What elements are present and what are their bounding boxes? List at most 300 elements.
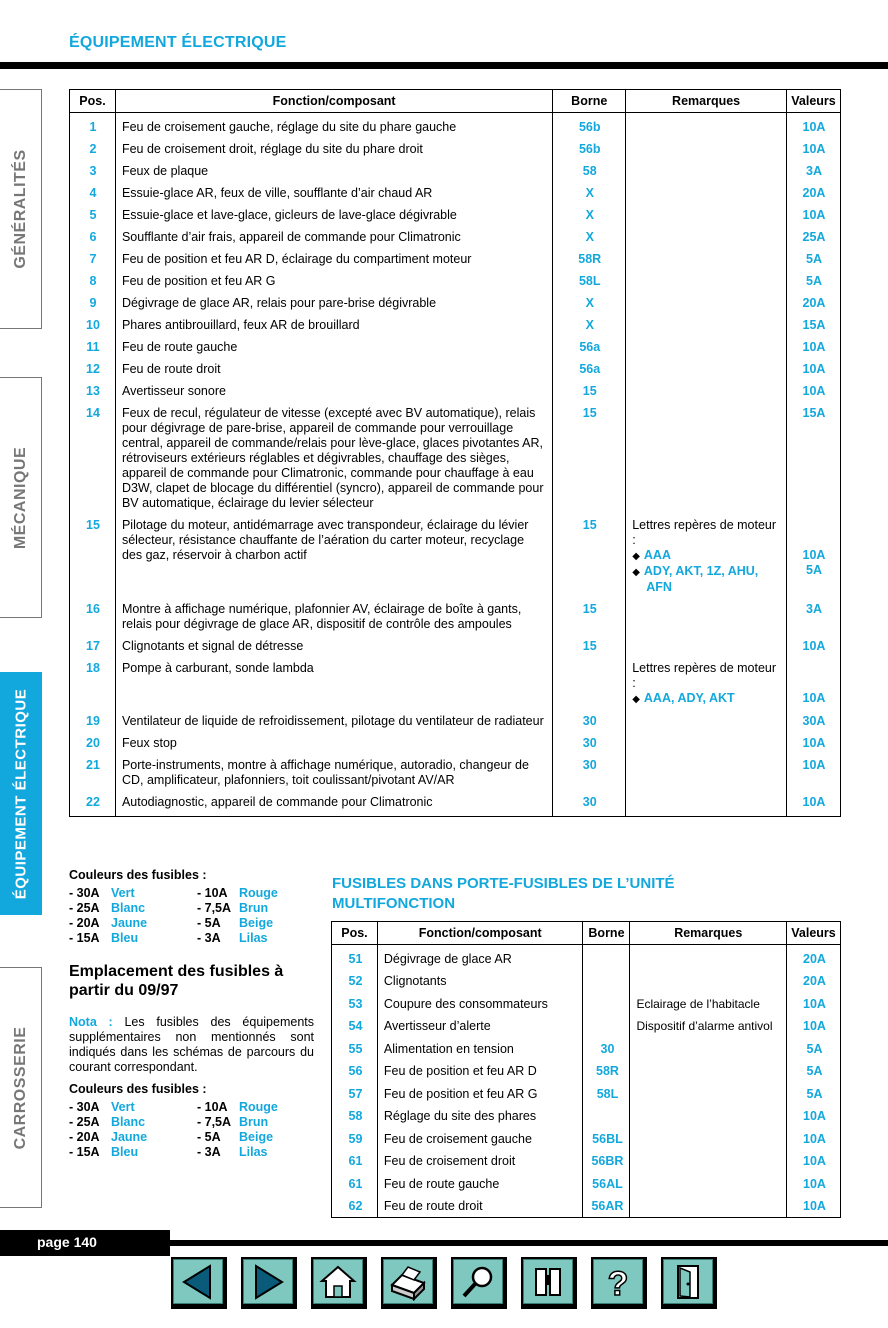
cell-pos: 21 [70, 754, 116, 791]
cell-borne: 15 [553, 514, 626, 598]
cell-fonction: Phares antibrouillard, feux AR de brouillard [115, 314, 552, 336]
cell-valeur: 15A [787, 402, 841, 514]
table-row [70, 710, 841, 732]
table-row [70, 380, 841, 402]
next-page-button[interactable] [241, 1257, 297, 1309]
cell-fonction: Feu de position et feu AR G [115, 270, 552, 292]
cell-fonction: Feu de route gauche [377, 1173, 583, 1196]
side-tab-label: GÉNÉRALITÉS [11, 149, 29, 269]
cell-remarques [626, 791, 787, 817]
cell-borne: X [553, 226, 626, 248]
cell-remarques [626, 402, 787, 514]
cell-valeur: 20A [787, 182, 841, 204]
cell-fonction: Alimentation en tension [377, 1038, 583, 1061]
previous-page-button[interactable] [171, 1257, 227, 1309]
help-button[interactable] [591, 1257, 647, 1309]
cell-pos: 58 [332, 1105, 378, 1128]
print-button[interactable] [381, 1257, 437, 1309]
cell-pos: 61 [332, 1173, 378, 1196]
cell-remarques [626, 270, 787, 292]
cell-valeur: 15A [787, 314, 841, 336]
value-line: 5A [806, 563, 822, 577]
table-row [332, 1173, 841, 1196]
cell-valeur: 30A [787, 710, 841, 732]
value-stack [793, 518, 835, 578]
fuse-colors-heading: Couleurs des fusibles : [69, 868, 207, 882]
header-valeurs: Valeurs [787, 922, 841, 945]
cell-valeur: 10A [787, 635, 841, 657]
side-tab-mecanique[interactable] [0, 377, 42, 618]
fuse-color: Vert [111, 886, 135, 900]
table-row [70, 754, 841, 791]
fuse-color: Blanc [111, 901, 146, 915]
cell-valeur: 10A [787, 1105, 841, 1128]
table-row [332, 1015, 841, 1038]
cell-valeur: 10A [787, 1150, 841, 1173]
cell-pos: 9 [70, 292, 116, 314]
value-stack [793, 661, 835, 706]
cell-pos: 6 [70, 226, 116, 248]
cell-remarques [630, 1105, 787, 1128]
cell-borne: 30 [583, 1038, 630, 1061]
fuse-colors-grid [69, 1100, 299, 1160]
remark-intro: Lettres repères de moteur : [632, 661, 777, 690]
cell-fonction: Essuie-glace AR, feux de ville, soufflante d’air chaud AR [115, 182, 552, 204]
cell-borne: 56BL [583, 1128, 630, 1151]
cell-borne: 15 [553, 380, 626, 402]
cell-remarques [626, 226, 787, 248]
fuse-amp: - 25A [69, 901, 100, 915]
cell-valeur: 10A [787, 754, 841, 791]
cell-remarques [630, 945, 787, 971]
table-row [70, 336, 841, 358]
fuse-color: Rouge [239, 1100, 278, 1114]
cell-remarques [630, 1128, 787, 1151]
cell-fonction: Feux de recul, régulateur de vitesse (excepté avec BV automatique), relais pour dégivrage de pare-brise, appareil de commande pour verrouillage central, appareil de commande/relais pour lève-glace, glaces pivotantes AR, rétroviseurs extérieurs réglables et dégivrables, chauffage des sièges, appareil de commande pour Climatronic, commande pour chauffage à eau D3W, clapet de blocage du différentiel (syncro), appareil de commande pour BV automatique, éclairage du levier sélecteur [115, 402, 552, 514]
printer-icon [388, 1263, 428, 1301]
table-row [70, 160, 841, 182]
side-tab-carrosserie[interactable] [0, 967, 42, 1208]
header-borne: Borne [553, 90, 626, 113]
cell-valeur: 5A [787, 1083, 841, 1106]
cell-pos: 61 [332, 1150, 378, 1173]
home-button[interactable] [311, 1257, 367, 1309]
cell-pos: 62 [332, 1195, 378, 1218]
cell-remarques [626, 182, 787, 204]
exit-door-icon [668, 1263, 708, 1301]
cell-borne: 58 [553, 160, 626, 182]
cell-pos: 17 [70, 635, 116, 657]
cell-valeur: 10A [787, 1128, 841, 1151]
cell-valeur: 10A [787, 138, 841, 160]
table-row [332, 970, 841, 993]
nota-paragraph [69, 1015, 314, 1075]
nota-text: Les fusibles des équipements supplémentaires non mentionnés sont indiqués dans les schémas de parcours du courant correspondant. [69, 1015, 314, 1074]
binoculars-icon [528, 1263, 568, 1301]
fuse-amp: - 7,5A [197, 901, 232, 915]
diamond-bullet-icon: ◆ [632, 567, 640, 578]
fuse-color: Vert [111, 1100, 135, 1114]
multifunction-fuse-table [331, 921, 841, 1218]
header-borne: Borne [583, 922, 630, 945]
cell-valeur: 10A [787, 358, 841, 380]
cell-pos: 52 [332, 970, 378, 993]
cell-pos: 54 [332, 1015, 378, 1038]
cell-pos: 59 [332, 1128, 378, 1151]
table-row [332, 945, 841, 971]
magnifier-icon [458, 1263, 498, 1301]
fuse-amp: - 30A [69, 1100, 100, 1114]
cell-valeur: 10A [787, 1015, 841, 1038]
table-row [70, 402, 841, 514]
fuse-color: Beige [239, 916, 274, 930]
side-tab-label: MÉCANIQUE [11, 446, 29, 549]
cell-fonction: Feu de croisement droit, réglage du site du phare droit [115, 138, 552, 160]
fuse-color: Beige [239, 1130, 274, 1144]
cell-valeur: 25A [787, 226, 841, 248]
fuse-amp: - 5A [197, 916, 221, 930]
home-icon [318, 1263, 358, 1301]
cell-borne: X [553, 292, 626, 314]
table-row [332, 1195, 841, 1218]
cell-fonction: Feu de route gauche [115, 336, 552, 358]
cell-pos: 14 [70, 402, 116, 514]
cell-remarques [626, 358, 787, 380]
cell-fonction: Feu de position et feu AR D, éclairage du compartiment moteur [115, 248, 552, 270]
cell-valeur: 5A [787, 248, 841, 270]
cell-borne: 30 [553, 710, 626, 732]
cell-fonction: Feu de croisement droit [377, 1150, 583, 1173]
cell-valeur: 10A [787, 204, 841, 226]
cell-remarques [630, 1173, 787, 1196]
cell-valeur: 3A [787, 598, 841, 635]
table-row [70, 657, 841, 710]
cell-remarques [626, 754, 787, 791]
cell-pos: 5 [70, 204, 116, 226]
cell-borne: 15 [553, 598, 626, 635]
cell-remarques [626, 204, 787, 226]
side-tab-label: ÉQUIPEMENT ÉLECTRIQUE [12, 688, 29, 899]
cell-fonction: Pompe à carburant, sonde lambda [115, 657, 552, 710]
cell-valeur: 10A [787, 1195, 841, 1218]
cell-fonction: Feu de croisement gauche [377, 1128, 583, 1151]
table-row [70, 113, 841, 139]
header-fonction: Fonction/composant [115, 90, 552, 113]
cell-pos: 51 [332, 945, 378, 971]
fuse-amp: - 7,5A [197, 1115, 232, 1129]
cell-valeur: 10A [787, 113, 841, 139]
header-valeurs: Valeurs [787, 90, 841, 113]
cell-borne [583, 1015, 630, 1038]
cell-remarques: Dispositif d’alarme antivol [630, 1015, 787, 1038]
cell-fonction: Feu de croisement gauche, réglage du site du phare gauche [115, 113, 552, 139]
fuse-amp: - 20A [69, 916, 100, 930]
cell-remarques [626, 336, 787, 358]
remark-item [632, 548, 781, 564]
cell-borne: 30 [553, 791, 626, 817]
fuse-colors-legend-2 [69, 1082, 299, 1160]
cell-fonction: Soufflante d’air frais, appareil de commande pour Climatronic [115, 226, 552, 248]
cell-fonction: Ventilateur de liquide de refroidissement, pilotage du ventilateur de radiateur [115, 710, 552, 732]
cell-pos: 11 [70, 336, 116, 358]
table-row [332, 1128, 841, 1151]
cell-pos: 15 [70, 514, 116, 598]
table-header-row [70, 90, 841, 113]
cell-valeur [787, 657, 841, 710]
help-icon [598, 1263, 638, 1301]
cell-borne: 56AR [583, 1195, 630, 1218]
cell-remarques [630, 970, 787, 993]
cell-remarques [626, 380, 787, 402]
cell-pos: 2 [70, 138, 116, 160]
cell-valeur: 10A [787, 336, 841, 358]
fuse-color: Brun [239, 1115, 269, 1129]
table-row [70, 598, 841, 635]
diamond-bullet-icon: ◆ [632, 694, 640, 705]
cell-valeur: 10A [787, 732, 841, 754]
table-row [70, 204, 841, 226]
nota-label: Nota : [69, 1015, 113, 1029]
cell-remarques [626, 248, 787, 270]
cell-remarques [626, 113, 787, 139]
table-row [332, 1060, 841, 1083]
cell-fonction: Montre à affichage numérique, plafonnier AV, éclairage de boîte à gants, relais pour dégivrage de glace AR, dispositif de contrôle des ampoules [115, 598, 552, 635]
cell-valeur: 10A [787, 791, 841, 817]
fuse-color: Rouge [239, 886, 278, 900]
cell-valeur: 3A [787, 160, 841, 182]
cell-fonction: Clignotants [377, 970, 583, 993]
table-row [70, 138, 841, 160]
cell-pos: 7 [70, 248, 116, 270]
table-row [70, 358, 841, 380]
cell-borne: 30 [553, 754, 626, 791]
cell-borne: 58L [583, 1083, 630, 1106]
fuse-color: Lilas [239, 931, 268, 945]
cell-remarques [626, 160, 787, 182]
cell-fonction: Feux stop [115, 732, 552, 754]
side-tab-generalites[interactable] [0, 89, 42, 329]
cell-pos: 53 [332, 993, 378, 1016]
cell-valeur: 5A [787, 270, 841, 292]
value-line: 10A [802, 548, 826, 562]
fuse-color: Lilas [239, 1145, 268, 1159]
top-divider [0, 62, 888, 69]
engine-code: AAA [643, 548, 671, 562]
exit-button[interactable] [661, 1257, 717, 1309]
section-heading-emplacement: Emplacement des fusibles à partir du 09/97 [69, 963, 284, 999]
cell-remarques [626, 292, 787, 314]
cell-borne: 56b [553, 138, 626, 160]
cell-pos: 20 [70, 732, 116, 754]
cell-borne: 30 [553, 732, 626, 754]
fuse-amp: - 15A [69, 931, 100, 945]
cell-pos: 4 [70, 182, 116, 204]
table-row [332, 1150, 841, 1173]
fuse-color: Brun [239, 901, 269, 915]
cell-borne: 56a [553, 358, 626, 380]
table-row [332, 1083, 841, 1106]
remark-intro: Lettres repères de moteur : [632, 518, 777, 547]
cell-valeur: 10A [787, 1173, 841, 1196]
table-row [70, 226, 841, 248]
cell-borne: X [553, 314, 626, 336]
cell-fonction: Avertisseur sonore [115, 380, 552, 402]
table-row [70, 514, 841, 598]
cell-pos: 10 [70, 314, 116, 336]
table-row [332, 1038, 841, 1061]
table-header-row [332, 922, 841, 945]
svg-text:?: ? [607, 1264, 629, 1301]
cell-valeur: 10A [787, 380, 841, 402]
cell-remarques [630, 1083, 787, 1106]
table-row [332, 993, 841, 1016]
cell-pos: 8 [70, 270, 116, 292]
table-row [70, 292, 841, 314]
cell-valeur: 5A [787, 1060, 841, 1083]
page-number: page 140 [0, 1230, 170, 1256]
side-tab-equipement-electrique[interactable] [0, 672, 42, 915]
cell-fonction: Feu de position et feu AR D [377, 1060, 583, 1083]
cell-fonction: Feu de route droit [377, 1195, 583, 1218]
cell-fonction: Feu de route droit [115, 358, 552, 380]
header-pos: Pos. [70, 90, 116, 113]
fuse-amp: - 25A [69, 1115, 100, 1129]
cell-pos: 12 [70, 358, 116, 380]
fuse-color: Bleu [111, 1145, 139, 1159]
cell-remarques [626, 138, 787, 160]
cell-remarques [626, 657, 787, 710]
engine-code: ADY, AKT, 1Z, AHU, AFN [643, 564, 759, 594]
cell-fonction: Essuie-glace et lave-glace, gicleurs de lave-glace dégivrable [115, 204, 552, 226]
fuse-colors-grid [69, 886, 299, 946]
cell-fonction: Réglage du site des phares [377, 1105, 583, 1128]
cell-remarques [626, 514, 787, 598]
fuse-colors-legend [69, 868, 299, 946]
header-remarques: Remarques [630, 922, 787, 945]
cell-pos: 57 [332, 1083, 378, 1106]
fuse-color: Jaune [111, 1130, 148, 1144]
cell-fonction: Coupure des consommateurs [377, 993, 583, 1016]
cell-borne: 56BR [583, 1150, 630, 1173]
cell-remarques [626, 598, 787, 635]
cell-borne: 56a [553, 336, 626, 358]
fuse-amp: - 3A [197, 1145, 221, 1159]
value-line: 10A [802, 691, 826, 705]
cell-pos: 18 [70, 657, 116, 710]
cell-borne: 58L [553, 270, 626, 292]
table-row [70, 270, 841, 292]
find-button[interactable] [521, 1257, 577, 1309]
cell-borne: 15 [553, 402, 626, 514]
cell-borne: 56b [553, 113, 626, 139]
arrow-left-icon [178, 1263, 218, 1301]
cell-fonction: Avertisseur d’alerte [377, 1015, 583, 1038]
cell-borne: 58R [583, 1060, 630, 1083]
header-fonction: Fonction/composant [377, 922, 583, 945]
cell-borne: 58R [553, 248, 626, 270]
table-row [70, 248, 841, 270]
cell-remarques [630, 1060, 787, 1083]
diamond-bullet-icon: ◆ [632, 551, 640, 562]
header-pos: Pos. [332, 922, 378, 945]
fuse-amp: - 5A [197, 1130, 221, 1144]
cell-remarques [626, 314, 787, 336]
cell-remarques [626, 710, 787, 732]
cell-valeur [787, 514, 841, 598]
cell-fonction: Dégivrage de glace AR [377, 945, 583, 971]
fuse-color: Blanc [111, 1115, 146, 1129]
cell-valeur: 5A [787, 1038, 841, 1061]
cell-valeur: 10A [787, 993, 841, 1016]
cell-fonction: Porte-instruments, montre à affichage numérique, autoradio, changeur de CD, amplificateur, plafonniers, toit coulissant/pivotant AV/AR [115, 754, 552, 791]
cell-fonction: Autodiagnostic, appareil de commande pour Climatronic [115, 791, 552, 817]
cell-fonction: Clignotants et signal de détresse [115, 635, 552, 657]
cell-pos: 56 [332, 1060, 378, 1083]
header-remarques: Remarques [626, 90, 787, 113]
page-title: ÉQUIPEMENT ÉLECTRIQUE [69, 34, 287, 51]
table-row [70, 314, 841, 336]
main-fuse-table [69, 89, 841, 817]
cell-pos: 16 [70, 598, 116, 635]
cell-borne [583, 1105, 630, 1128]
fuse-color: Bleu [111, 931, 139, 945]
fuse-color: Jaune [111, 916, 148, 930]
remark-item [632, 691, 781, 707]
cell-borne [553, 657, 626, 710]
cell-pos: 55 [332, 1038, 378, 1061]
engine-code: AAA, ADY, AKT [643, 691, 735, 705]
cell-remarques [630, 1150, 787, 1173]
table-row [70, 635, 841, 657]
cell-valeur: 20A [787, 292, 841, 314]
cell-fonction: Feu de position et feu AR G [377, 1083, 583, 1106]
fuse-amp: - 15A [69, 1145, 100, 1159]
cell-remarques [630, 1038, 787, 1061]
table-row [70, 791, 841, 817]
cell-remarques [630, 1195, 787, 1218]
cell-fonction: Pilotage du moteur, antidémarrage avec transpondeur, éclairage du lévier sélecteur, résistance chauffante de l’aération du carter moteur, recyclage des gaz, réservoir à charbon actif [115, 514, 552, 598]
cell-remarques: Eclairage de l’habitacle [630, 993, 787, 1016]
fuse-amp: - 10A [197, 1100, 228, 1114]
cell-borne [583, 945, 630, 971]
cell-valeur: 20A [787, 970, 841, 993]
cell-pos: 13 [70, 380, 116, 402]
fuse-amp: - 20A [69, 1130, 100, 1144]
section-heading-multifonction: FUSIBLES DANS PORTE-FUSIBLES DE L’UNITÉ MULTIFONCTION [332, 875, 675, 912]
table-row [332, 1105, 841, 1128]
cell-fonction: Dégivrage de glace AR, relais pour pare-brise dégivrable [115, 292, 552, 314]
cell-borne: 56AL [583, 1173, 630, 1196]
fuse-colors-heading: Couleurs des fusibles : [69, 1082, 207, 1096]
remark-item [632, 564, 781, 595]
arrow-right-icon [248, 1263, 288, 1301]
cell-remarques [626, 635, 787, 657]
cell-borne: X [553, 182, 626, 204]
table-row [70, 732, 841, 754]
cell-pos: 22 [70, 791, 116, 817]
cell-borne [583, 993, 630, 1016]
cell-fonction: Feux de plaque [115, 160, 552, 182]
cell-valeur: 20A [787, 945, 841, 971]
cell-pos: 3 [70, 160, 116, 182]
search-button[interactable] [451, 1257, 507, 1309]
cell-borne: X [553, 204, 626, 226]
fuse-amp: - 10A [197, 886, 228, 900]
cell-pos: 19 [70, 710, 116, 732]
table-row [70, 182, 841, 204]
side-tab-label: CARROSSERIE [11, 1026, 29, 1149]
cell-remarques [626, 732, 787, 754]
